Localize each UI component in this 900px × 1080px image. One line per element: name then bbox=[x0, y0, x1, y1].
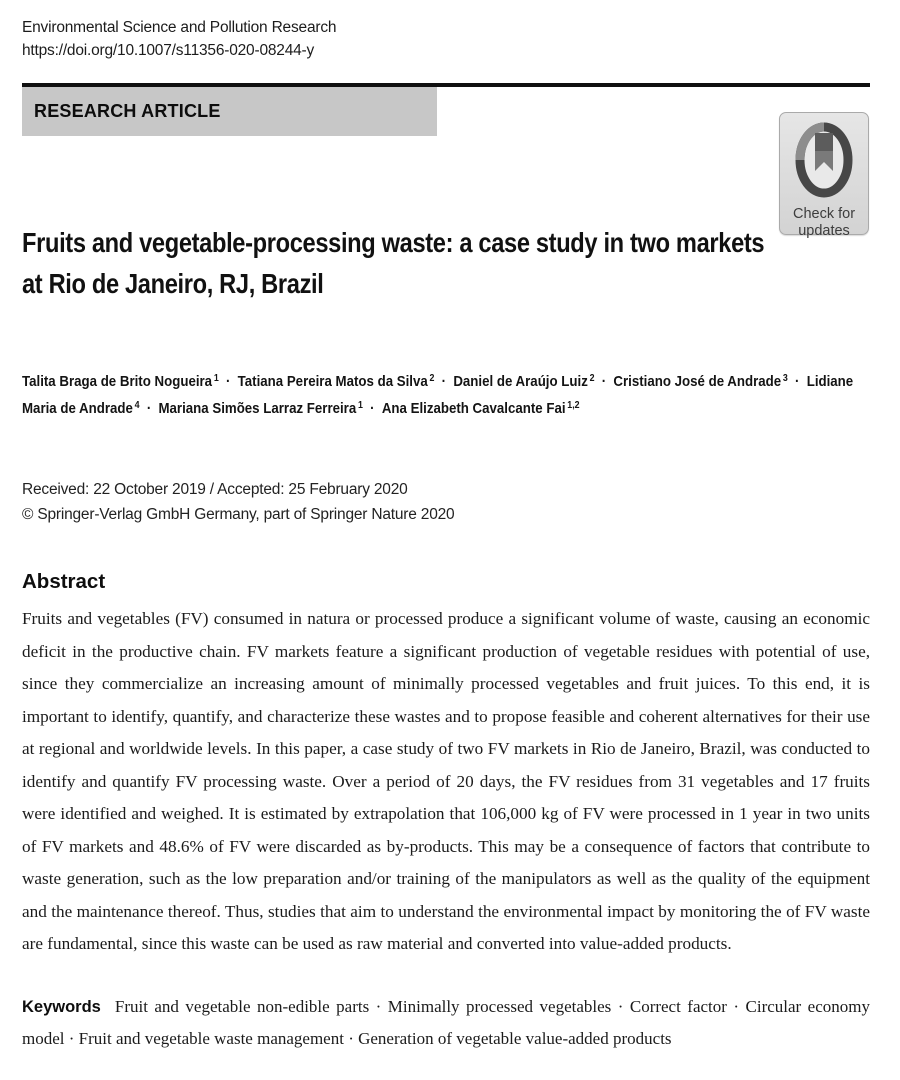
author-separator: · bbox=[598, 373, 610, 390]
abstract-text: Fruits and vegetables (FV) consumed in natura or processed produce a significant volume of waste, causing an economic deficit in the productive chain. FV markets feature a significant production of vegetable residues with potential of use, since they commercialize an increasing amount of minimally processed vegetables and fruit juices. To this end, it is important to identify, quantify, and characterize these wastes and to propose feasible and coherent alternatives for their use at regional and worldwide levels. In this paper, a case study of two FV markets in Rio de Janeiro, Brazil, was conducted to identify and quantify FV processing waste. Over a period of 20 days, the FV residues from 31 vegetables and 17 fruits were identified and weighed. It is estimated by extrapolation that 106,000 kg of FV were processed in 1 year in two units of FV markets and 48.6% of FV were discarded as by-products. This may be a consequence of factors that contribute to waste generation, such as the low preparation and/or training of the manipulators as well as the quality of the equipment and the maintenance thereof. Thus, studies that aim to understand the environmental impact by monitoring the of FV waste are fundamental, since this waste can be used as raw material and converted into value-added products. bbox=[22, 609, 870, 953]
keywords-label: Keywords bbox=[22, 997, 101, 1016]
keywords-text: Fruit and vegetable non-edible parts · Minimally processed vegetables · Correct factor · Circular economy model · Fruit and vegetable waste management · Generation of vegetable value-added products bbox=[22, 996, 870, 1048]
author-affiliation-sup: 1 bbox=[358, 400, 363, 411]
author-name: Talita Braga de Brito Nogueira bbox=[22, 373, 213, 390]
journal-header bbox=[22, 16, 870, 62]
journal-name: Environmental Science and Pollution Research bbox=[22, 19, 337, 36]
article-type-banner bbox=[22, 87, 437, 136]
author-name: Daniel de Araújo Luiz bbox=[453, 373, 588, 390]
keywords-line bbox=[22, 991, 870, 1054]
copyright-notice: © Springer-Verlag GmbH Germany, part of Springer Nature 2020 bbox=[22, 505, 455, 523]
author-affiliation-sup: 2 bbox=[429, 373, 435, 384]
doi-link[interactable]: https://doi.org/10.1007/s11356-020-08244-y bbox=[22, 42, 315, 59]
author-list bbox=[22, 368, 870, 422]
author-separator: · bbox=[143, 400, 155, 417]
author-name: Mariana Simões Larraz Ferreira bbox=[158, 400, 357, 417]
author-separator: · bbox=[222, 373, 235, 390]
abstract-heading: Abstract bbox=[22, 570, 106, 593]
author-separator: · bbox=[437, 373, 450, 390]
check-for-updates-badge[interactable] bbox=[779, 112, 869, 239]
author-separator: · bbox=[366, 400, 379, 417]
received-accepted: Received: 22 October 2019 / Accepted: 25 February 2020 bbox=[22, 481, 408, 498]
author-name: Cristiano José de Andrade bbox=[613, 373, 782, 390]
article-type-label: RESEARCH ARTICLE bbox=[34, 101, 221, 121]
author-separator: · bbox=[791, 373, 804, 390]
author-name: Tatiana Pereira Matos da Silva bbox=[237, 373, 428, 390]
paper-title bbox=[22, 222, 873, 304]
title-line-2: at Rio de Janeiro, RJ, Brazil bbox=[22, 268, 324, 299]
author-name: Ana Elizabeth Cavalcante Fai bbox=[381, 400, 566, 417]
author-name: Lidiane Maria de Andrade bbox=[22, 373, 854, 417]
author-affiliation-sup: 3 bbox=[782, 373, 788, 384]
title-line-1: Fruits and vegetable-processing waste: a case study in two markets bbox=[22, 227, 765, 258]
author-affiliation-sup: 4 bbox=[134, 400, 140, 411]
author-affiliation-sup: 1 bbox=[213, 373, 219, 384]
badge-label: Check for updates bbox=[792, 206, 856, 239]
article-meta bbox=[22, 478, 870, 527]
author-affiliation-sup: 2 bbox=[589, 373, 595, 384]
author-affiliation-sup: 1,2 bbox=[567, 400, 580, 411]
crossmark-icon bbox=[793, 121, 855, 199]
